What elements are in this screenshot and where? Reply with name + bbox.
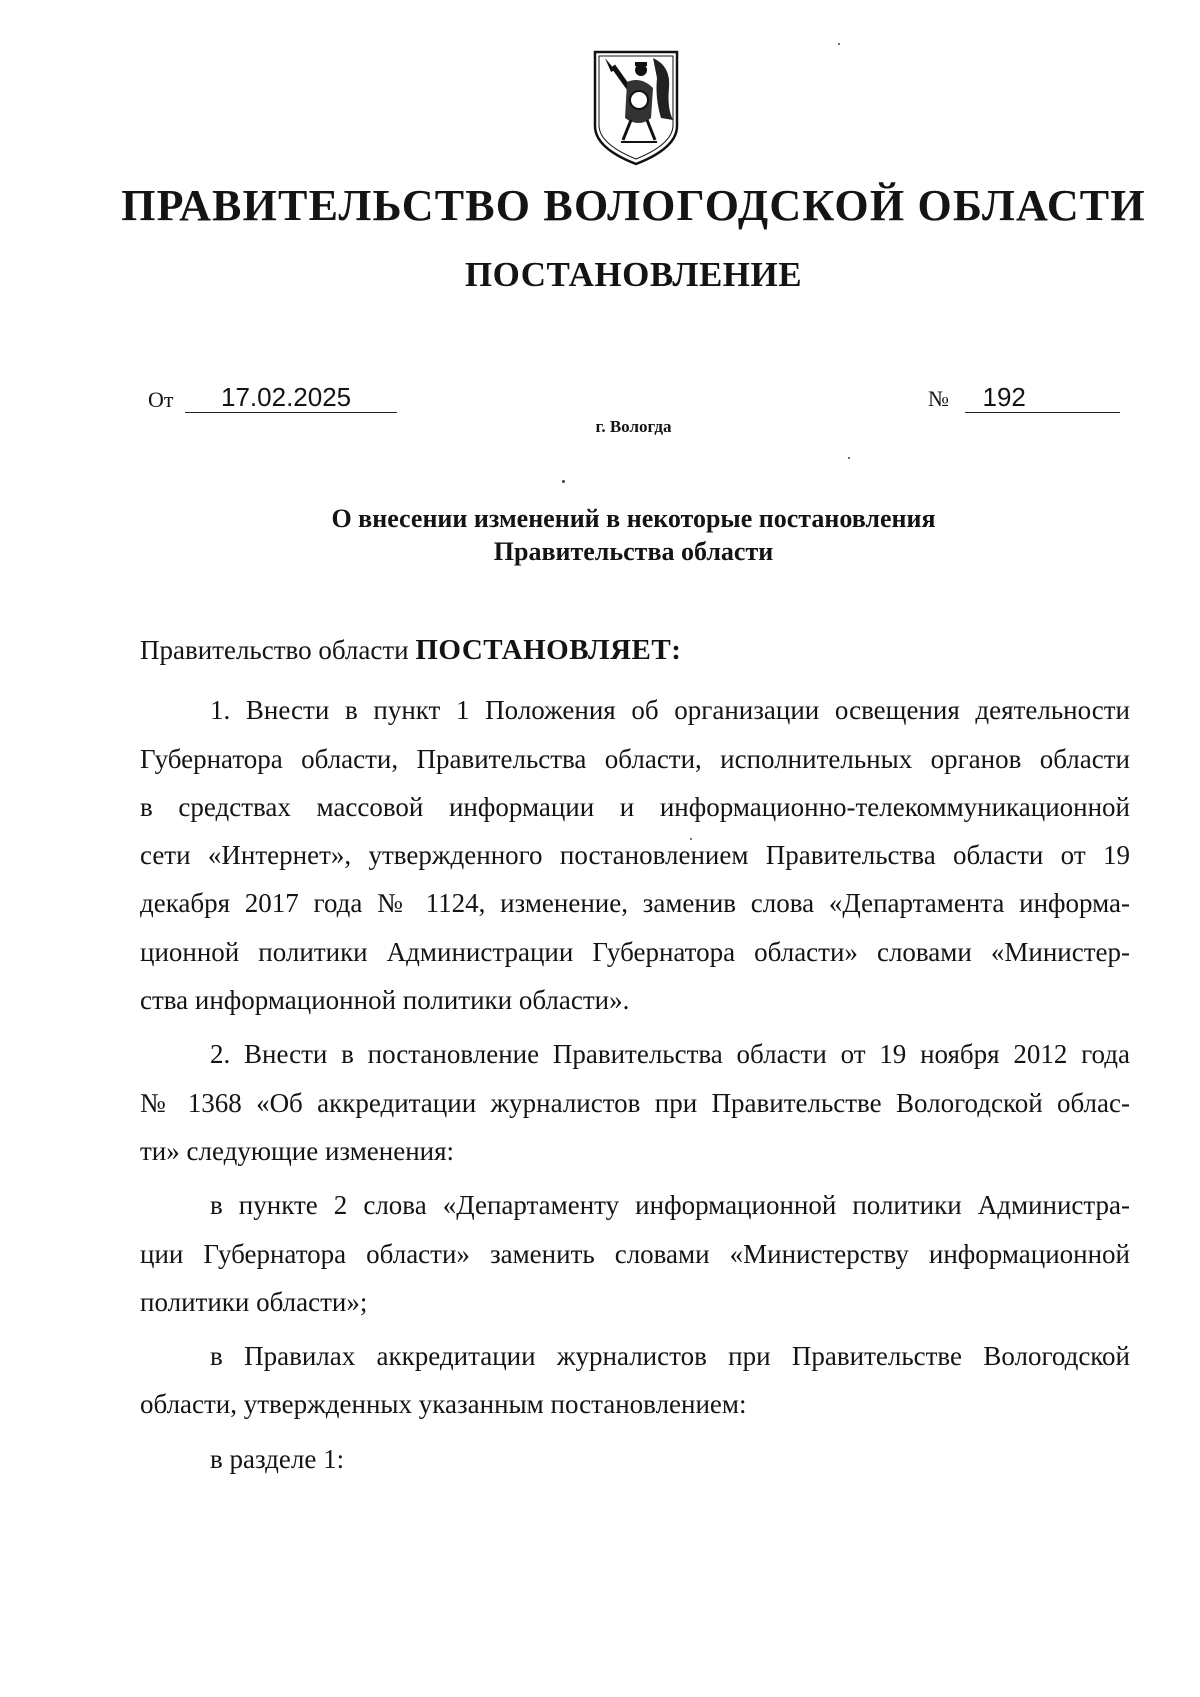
government-title: ПРАВИТЕЛЬСТВО ВОЛОГОДСКОЙ ОБЛАСТИ xyxy=(121,181,1146,230)
paragraph-line: ции Губернатора области» заменить словами «Министерству информационной xyxy=(140,1238,1130,1269)
scan-speck xyxy=(838,43,840,45)
paragraph-line: ционной политики Администрации Губернатора области» словами «Министер- xyxy=(140,936,1130,967)
subject-line-2: Правительства области xyxy=(493,537,774,566)
coat-of-arms-icon xyxy=(591,48,681,166)
decree-intro xyxy=(140,626,1130,674)
scan-speck xyxy=(848,457,850,459)
paragraph-4 xyxy=(140,1332,1130,1429)
scan-speck xyxy=(562,480,565,483)
paragraph-line: области, утвержденных указанным постановлением: xyxy=(140,1389,747,1420)
number-prefix: № xyxy=(928,386,949,411)
paragraph-line: 1. Внести в пункт 1 Положения об организации освещения деятельности xyxy=(210,695,1130,726)
document-date-line xyxy=(148,382,397,413)
paragraph-line: ства информационной политики области». xyxy=(140,985,630,1016)
paragraph-line: в пункте 2 слова «Департаменту информационной политики Администра- xyxy=(210,1190,1130,1221)
paragraph-line: № 1368 «Об аккредитации журналистов при Правительстве Вологодской облас- xyxy=(140,1087,1130,1118)
subject-line-1: О внесении изменений в некоторые постановления xyxy=(331,504,936,533)
paragraph-line: в Правилах аккредитации журналистов при Правительстве Вологодской xyxy=(210,1341,1130,1372)
date-prefix: От xyxy=(148,387,174,412)
document-body xyxy=(140,626,1130,1483)
paragraph-5 xyxy=(140,1435,1130,1483)
city-name: г. Вологда xyxy=(595,417,672,436)
intro-plain: Правительство области xyxy=(140,635,409,665)
paragraph-1 xyxy=(140,686,1130,1024)
paragraph-line: сети «Интернет», утвержденного постановлением Правительства области от 19 xyxy=(140,840,1130,871)
paragraph-line: в разделе 1: xyxy=(210,1443,345,1474)
intro-bold: ПОСТАНОВЛЯЕТ: xyxy=(415,634,682,666)
document-number: 192 xyxy=(965,382,1120,413)
document-type: ПОСТАНОВЛЕНИЕ xyxy=(464,255,803,294)
paragraph-3 xyxy=(140,1181,1130,1326)
paragraph-line: в средствах массовой информации и информационно-телекоммуникационной xyxy=(140,791,1130,822)
document-date: 17.02.2025 xyxy=(185,382,397,413)
document-subject xyxy=(0,502,1200,568)
scan-speck xyxy=(690,838,692,840)
paragraph-line: Губернатора области, Правительства области, исполнительных органов области xyxy=(140,743,1130,774)
paragraph-line: 2. Внести в постановление Правительства области от 19 ноября 2012 года xyxy=(210,1039,1130,1070)
document-number-line xyxy=(928,382,1120,413)
paragraph-line: декабря 2017 года № 1124, изменение, заменив слова «Департамента информа- xyxy=(140,888,1130,919)
paragraph-line: политики области»; xyxy=(140,1286,368,1317)
paragraph-2 xyxy=(140,1030,1130,1175)
paragraph-line: ти» следующие изменения: xyxy=(140,1135,455,1166)
